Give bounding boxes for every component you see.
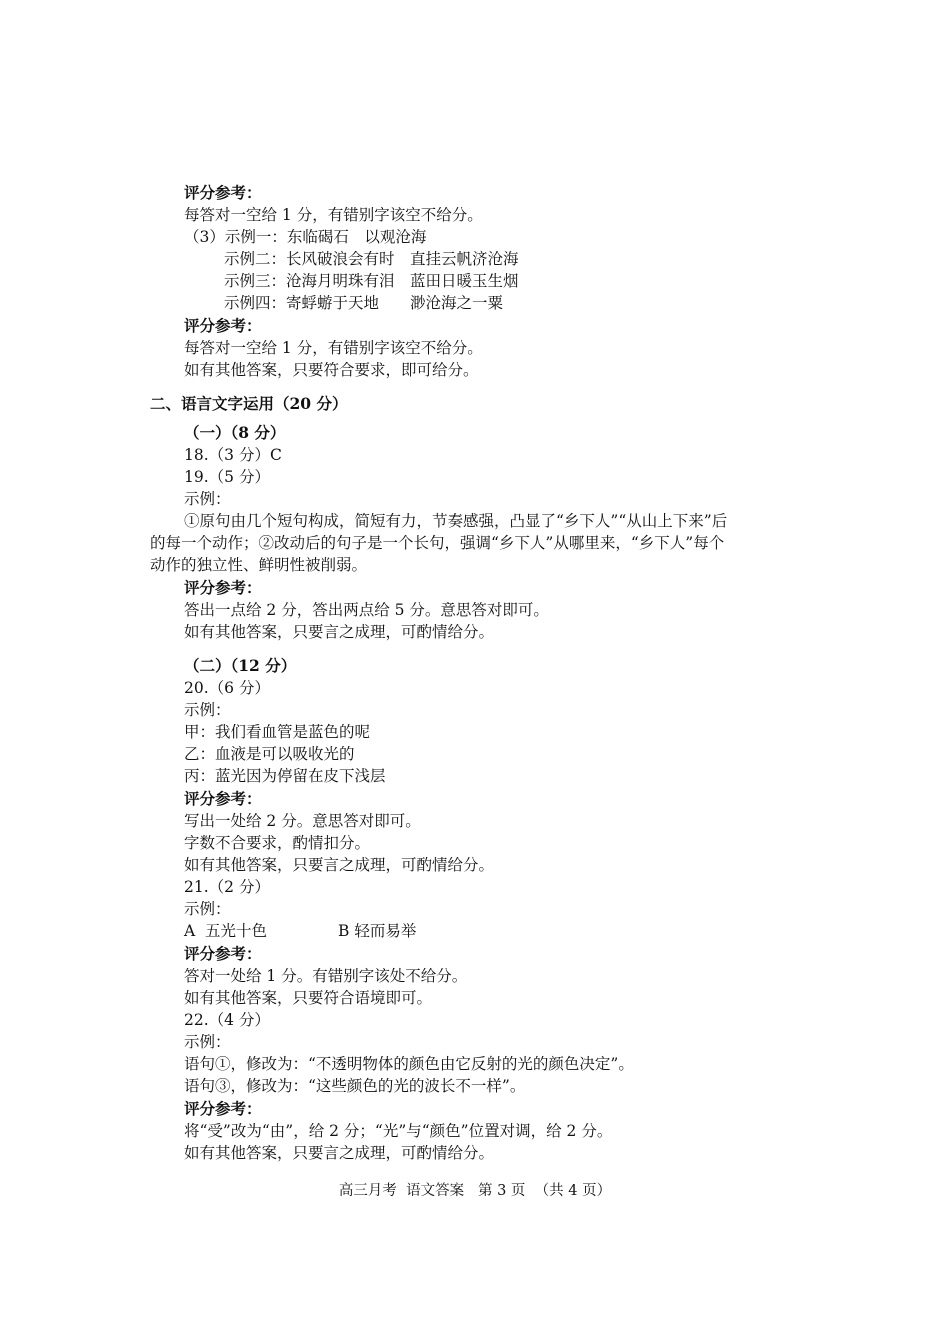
text-line: 示例： [184,490,231,508]
text-line: 如有其他答案，只要符合语境即可。 [184,989,433,1007]
text-line: 语句①，修改为：“不透明物体的颜色由它反射的光的颜色决定”。 [184,1055,634,1073]
text-line: 写出一处给 2 分。意思答对即可。 [184,812,421,830]
text-line: 示例： [184,701,231,719]
question-number: 20.（6 分） [184,679,270,697]
text-line: 每答对一空给 1 分，有错别字该空不给分。 [184,206,483,224]
text-line: 示例四：寄蜉蝣于天地 渺沧海之一粟 [224,294,504,312]
text-line: 示例二：长风破浪会有时 直挂云帆济沧海 [224,250,519,268]
answer-a: A 五光十色 [184,922,268,940]
text-line: 将“受”改为“由”，给 2 分；“光”与“颜色”位置对调，给 2 分。 [184,1122,613,1140]
section-heading: 二、语言文字运用（20 分） [150,394,348,413]
page-footer: 高三月考 语文答案 第 3 页 （共 4 页） [338,1183,612,1199]
subsection-heading: （二）（12 分） [184,656,297,675]
question-number: 19.（5 分） [184,468,270,486]
text-line: 每答对一空给 1 分，有错别字该空不给分。 [184,339,483,357]
subsection-heading: （一）（8 分） [184,423,286,442]
scoring-heading: 评分参考： [184,789,262,808]
paragraph-line: 动作的独立性、鲜明性被削弱。 [150,556,368,574]
scoring-heading: 评分参考： [184,578,262,597]
text-line: 字数不合要求，酌情扣分。 [184,834,371,852]
text-line: 答对一处给 1 分。有错别字该处不给分。 [184,967,468,985]
answer-b: B 轻而易举 [338,922,417,940]
paragraph-line: 的每一个动作；②改动后的句子是一个长句，强调“乡下人”从哪里来，“乡下人”每个 [150,534,725,552]
scoring-heading: 评分参考： [184,316,262,335]
question-number: 22.（4 分） [184,1011,270,1029]
text-line: 答出一点给 2 分，答出两点给 5 分。意思答对即可。 [184,601,549,619]
question-number: 18.（3 分）C [184,446,282,464]
text-line: 如有其他答案，只要言之成理，可酌情给分。 [184,856,495,874]
text-line: 示例三：沧海月明珠有泪 蓝田日暖玉生烟 [224,272,519,290]
scoring-heading: 评分参考： [184,944,262,963]
text-line: 甲：我们看血管是蓝色的呢 [184,723,371,741]
text-line: 语句③，修改为：“这些颜色的光的波长不一样”。 [184,1077,526,1095]
scoring-heading: 评分参考： [184,183,262,202]
text-line: 丙：蓝光因为停留在皮下浅层 [184,767,386,785]
scoring-heading: 评分参考： [184,1099,262,1118]
text-line: 示例： [184,1033,231,1051]
text-line: 示例： [184,900,231,918]
paragraph-line: ①原句由几个短句构成，简短有力，节奏感强，凸显了“乡下人”“从山上下来”后 [184,512,728,530]
text-line: 如有其他答案，只要符合要求，即可给分。 [184,361,479,379]
text-line: （3）示例一：东临碣石 以观沧海 [184,228,427,246]
text-line: 如有其他答案，只要言之成理，可酌情给分。 [184,623,495,641]
question-number: 21.（2 分） [184,878,270,896]
text-line: 乙：血液是可以吸收光的 [184,745,355,763]
text-line: 如有其他答案，只要言之成理，可酌情给分。 [184,1144,495,1162]
